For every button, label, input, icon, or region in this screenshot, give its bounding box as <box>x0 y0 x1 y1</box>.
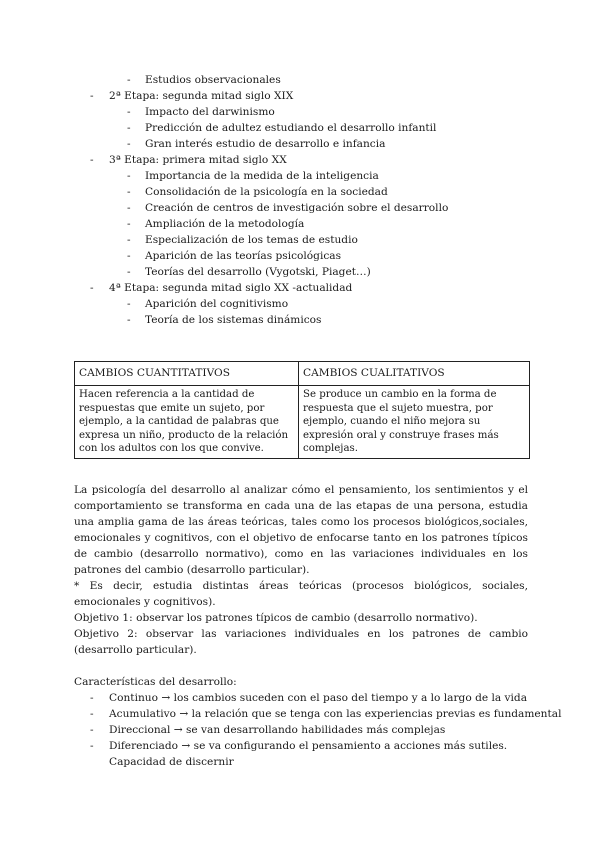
bullet-dash: - <box>127 74 131 86</box>
bullet-dash: - <box>127 218 131 230</box>
stage-4-label: 4ª Etapa: segunda mitad siglo XX -actualidad <box>109 282 353 294</box>
outline-item: Estudios observacionales <box>145 74 281 86</box>
bullet-dash: - <box>127 106 131 118</box>
outline-item: Teorías del desarrollo (Vygotski, Piaget…) <box>145 266 371 278</box>
changes-table <box>74 361 530 459</box>
stage-2-label: 2ª Etapa: segunda mitad siglo XIX <box>109 90 294 102</box>
header-quantitative: CAMBIOS CUANTITATIVOS <box>75 362 299 386</box>
bullet-dash: - <box>90 724 94 736</box>
outline-item: Predicción de adultez estudiando el desarrollo infantil <box>145 122 437 134</box>
outline-item: Consolidación de la psicología en la sociedad <box>145 186 388 198</box>
outline-item: Aparición del cognitivismo <box>145 298 289 310</box>
bullet-dash: - <box>127 186 131 198</box>
bullet-dash: - <box>127 170 131 182</box>
objective-2: Objetivo 2: observar las variaciones individuales en los patrones de cambio (desarrollo particular). <box>74 628 528 656</box>
cell-qualitative: Se produce un cambio en la forma de respuesta que el sujeto muestra, por ejemplo, cuando el niño mejora su expresión oral y construye frases más complejas. <box>299 386 530 459</box>
bullet-dash: - <box>127 138 131 150</box>
bullet-dash: - <box>127 266 131 278</box>
bullet-dash: - <box>127 314 131 326</box>
outline-item: Importancia de la medida de la inteligencia <box>145 170 379 182</box>
bullet-dash: - <box>127 122 131 134</box>
bullet-dash: - <box>90 740 94 752</box>
paragraph-intro: La psicología del desarrollo al analizar cómo el pensamiento, los sentimientos y el comportamiento se transforma en cada una de las etapas de una persona, estudia una amplia gama de las áreas teóricas, tales como los procesos biológicos,sociales, emocionales y cognitivos, con el objetivo de enfocarse tanto en los patrones típicos de cambio (desarrollo normativo), como en las variaciones individuales en los patrones del cambio (desarrollo particular). <box>74 484 528 576</box>
table-row <box>75 386 530 459</box>
outline-item: Teoría de los sistemas dinámicos <box>145 314 322 326</box>
stage-3-label: 3ª Etapa: primera mitad siglo XX <box>109 154 287 166</box>
outline-item: Aparición de las teorías psicológicas <box>145 250 342 262</box>
bullet-dash: - <box>90 692 94 704</box>
bullet-dash: - <box>90 154 94 166</box>
bullet-dash: - <box>90 90 94 102</box>
cell-quantitative: Hacen referencia a la cantidad de respuestas que emite un sujeto, por ejemplo, a la cantidad de palabras que expresa un niño, producto de la relación con los adultos con los que convive. <box>75 386 299 459</box>
outline-item: Especialización de los temas de estudio <box>145 234 358 246</box>
outline-item: Impacto del darwinismo <box>145 106 275 118</box>
bullet-dash: - <box>90 708 94 720</box>
objective-1: Objetivo 1: observar los patrones típicos de cambio (desarrollo normativo). <box>74 612 478 624</box>
bullet-dash: - <box>127 202 131 214</box>
table-header-row <box>75 362 530 386</box>
characteristic-item: Direccional → se van desarrollando habilidades más complejas <box>109 724 446 736</box>
outline-item: Creación de centros de investigación sobre el desarrollo <box>145 202 449 214</box>
bullet-dash: - <box>127 234 131 246</box>
bullet-dash: - <box>90 282 94 294</box>
characteristic-item: Diferenciado → se va configurando el pensamiento a acciones más sutiles. Capacidad de discernir <box>109 740 508 768</box>
bullet-dash: - <box>127 250 131 262</box>
bullet-dash: - <box>127 298 131 310</box>
paragraph-note: * Es decir, estudia distintas áreas teóricas (procesos biológicos, sociales, emocionales y cognitivos). <box>74 580 528 608</box>
characteristics-heading: Características del desarrollo: <box>74 676 237 688</box>
characteristic-item: Continuo → los cambios suceden con el paso del tiempo y a lo largo de la vida <box>109 692 528 704</box>
characteristic-item: Acumulativo → la relación que se tenga con las experiencias previas es fundamental <box>109 708 562 720</box>
outline-item: Ampliación de la metodología <box>145 218 305 230</box>
header-qualitative: CAMBIOS CUALITATIVOS <box>299 362 530 386</box>
outline-item: Gran interés estudio de desarrollo e infancia <box>145 138 386 150</box>
